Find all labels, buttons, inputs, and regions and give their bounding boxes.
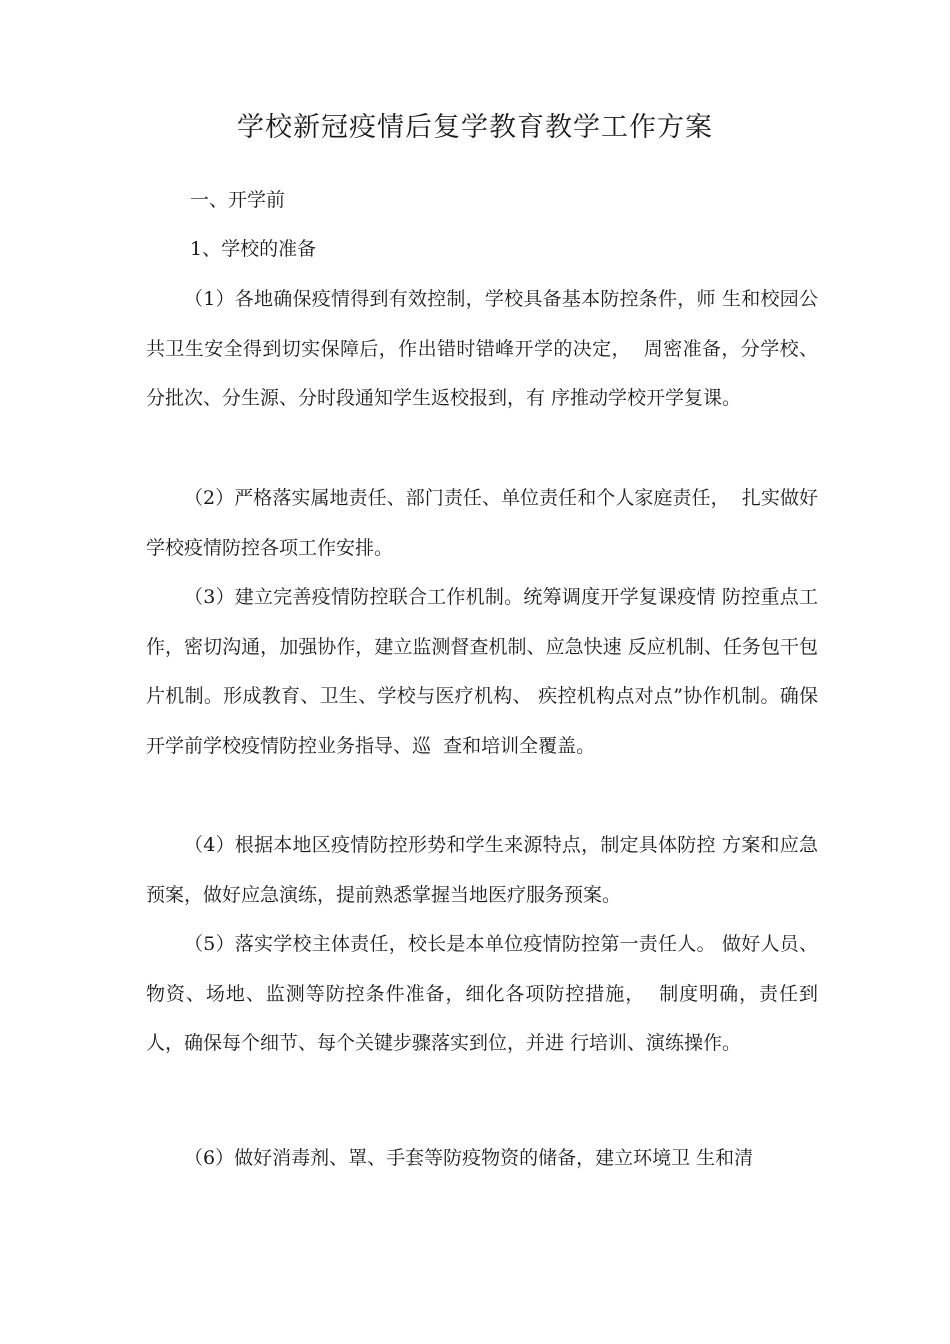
section-heading: 一、开学前 xyxy=(190,189,286,211)
paragraph-2: （2）严格落实属地责任、部门责任、单位责任和个人家庭责任， 扎实做好学校疫情防控各项工作安排。 xyxy=(146,487,818,559)
paragraph-4: （4）根据本地区疫情防控形势和学生来源特点，制定具体防控 方案和应急预案，做好应急演练，提前熟悉掌握当地医疗服务预案。 xyxy=(146,834,818,906)
document-title: 学校新冠疫情后复学教育教学工作方案 xyxy=(237,112,713,143)
paragraph-3: （3）建立完善疫情防控联合工作机制。统筹调度开学复课疫情 防控重点工作，密切沟通，加强协作，建立监测督查机制、应急快速 反应机制、任务包干包片机制。形成教育、卫生、学校与医疗机构、 疾控机构点对点”协作机制。确保开学前学校疫情防控业务指导、巡 查和培训全覆盖。 xyxy=(146,586,818,757)
paragraph-6: （6）做好消毒剂、罩、手套等防疫物资的储备，建立环境卫 生和清 xyxy=(184,1147,754,1169)
paragraph-5: （5）落实学校主体责任，校长是本单位疫情防控第一责任人。 做好人员、物资、场地、监测等防控条件准备，细化各项防控措施， 制度明确，责任到人，确保每个细节、每个关键步骤落实到位，并进 行培训、演练操作。 xyxy=(146,933,818,1054)
paragraph-1: （1）各地确保疫情得到有效控制，学校具备基本防控条件，师 生和校园公共卫生安全得到切实保障后，作出错时错峰开学的决定， 周密准备，分学校、分批次、分生源、分时段通知学生返校报到，有 序推动学校开学复课。 xyxy=(146,288,818,409)
subsection-heading: 1、学校的准备 xyxy=(190,238,317,260)
